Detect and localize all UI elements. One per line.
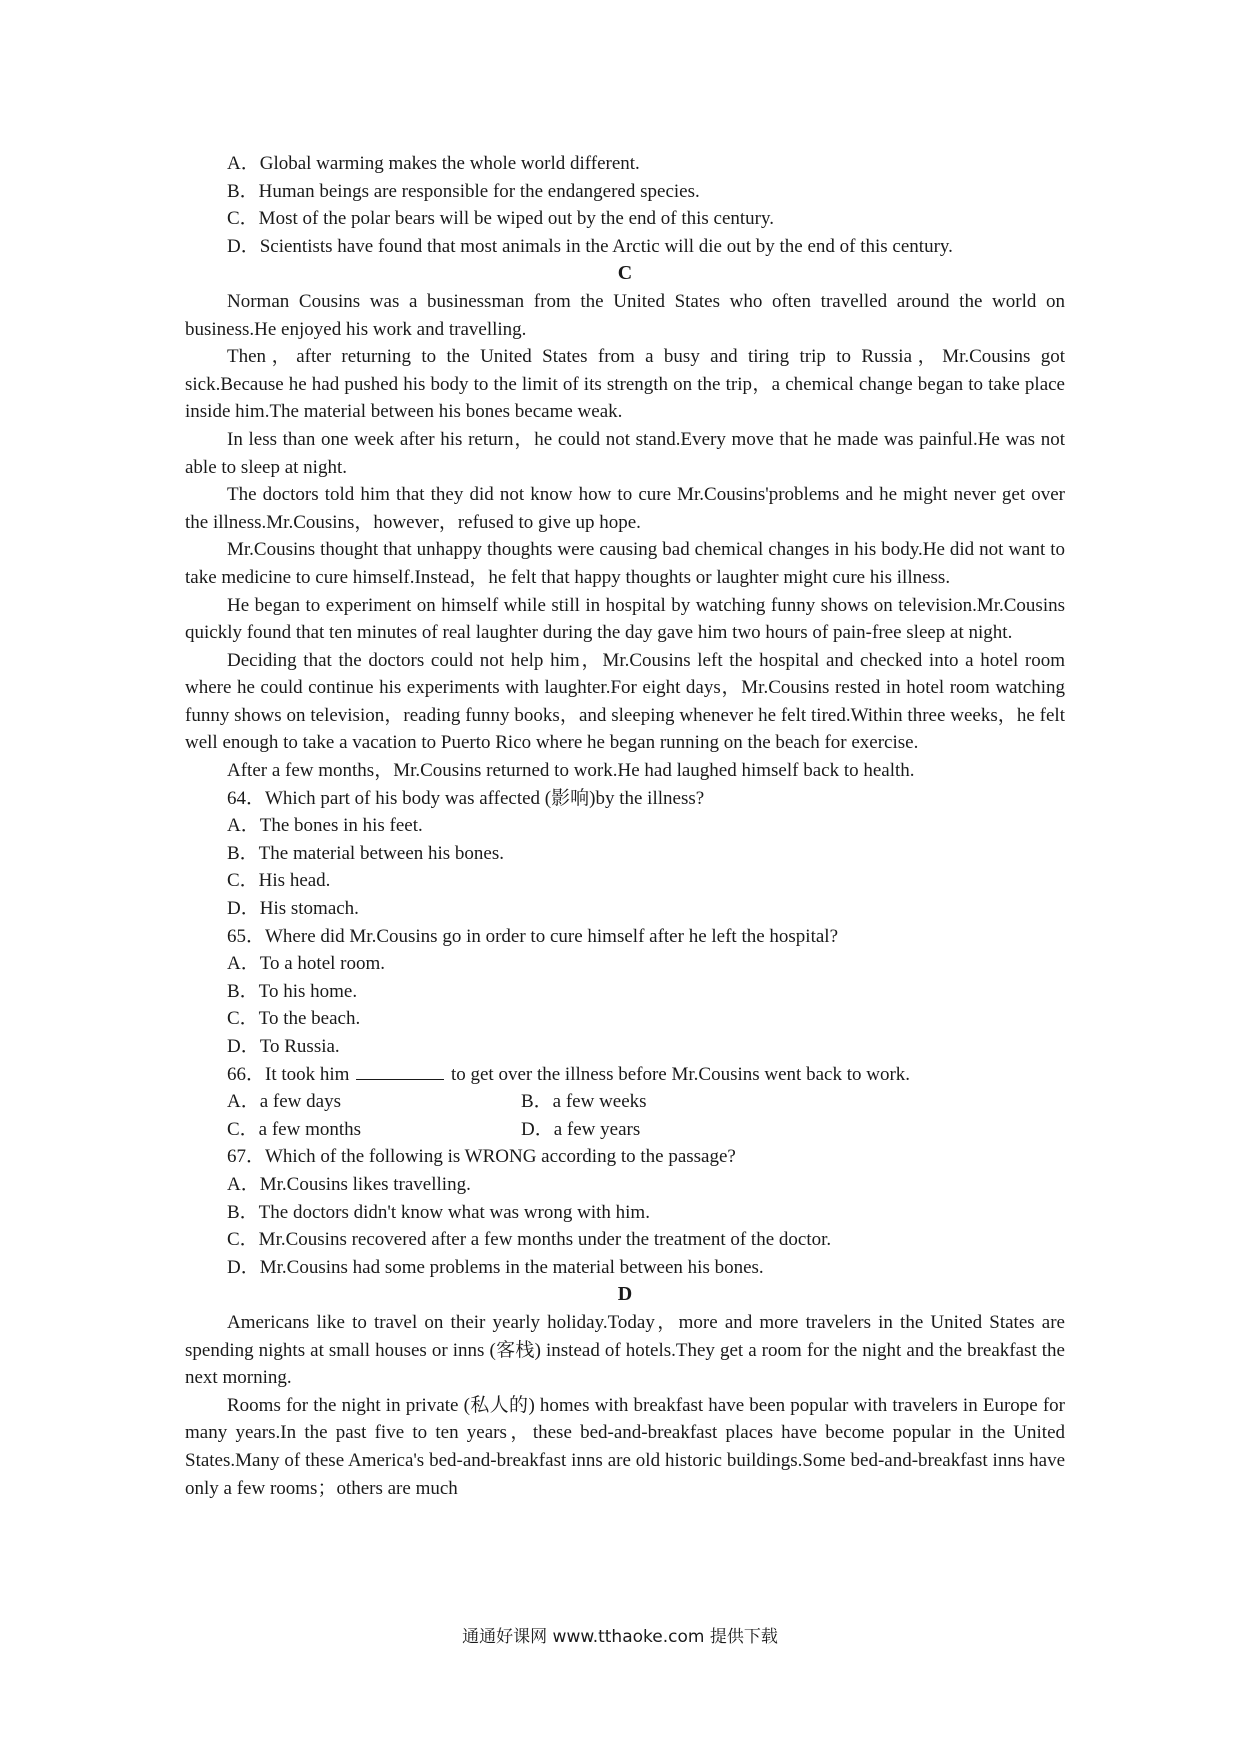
section-c-heading: C	[617, 262, 633, 285]
passage-c-paragraph-4: The doctors told him that they did not know how to cure Mr.Cousins'problems and he might never get over the illness.Mr.Cousins，however，refused to give up hope.	[185, 484, 1065, 533]
q66-option-d: D．a few years	[521, 1118, 641, 1140]
question-67: 67．Which of the following is WRONG according to the passage?	[227, 1146, 736, 1168]
answer-blank	[356, 1061, 444, 1080]
q66-option-b: B．a few weeks	[521, 1091, 647, 1113]
passage-c-paragraph-2: Then，after returning to the United States from a busy and tiring trip to Russia，Mr.Cousins got sick.Because he had pushed his body to the limit of its strength on the trip，a chemical change began to take place inside him.The material between his bones became weak.	[185, 346, 1065, 423]
q64-option-b: B．The material between his bones.	[227, 842, 505, 864]
prev-option-b: B．Human beings are responsible for the endangered species.	[227, 180, 700, 202]
question-65: 65．Where did Mr.Cousins go in order to cure himself after he left the hospital?	[227, 925, 839, 947]
q64-option-d: D．His stomach.	[227, 898, 359, 920]
q65-option-c: C．To the beach.	[227, 1008, 361, 1030]
q64-option-c: C．His head.	[227, 870, 331, 892]
prev-option-d: D．Scientists have found that most animals in the Arctic will die out by the end of this century.	[227, 235, 953, 257]
q65-option-a: A．To a hotel room.	[227, 953, 386, 975]
q66-text-after: to get over the illness before Mr.Cousins went back to work.	[450, 1063, 911, 1085]
document-page	[185, 150, 1065, 1502]
passage-c-paragraph-6: He began to experiment on himself while still in hospital by watching funny shows on television.Mr.Cousins quickly found that ten minutes of real laughter during the day gave him two hours of pain-free sleep at night.	[185, 594, 1065, 644]
q65-option-d: D．To Russia.	[227, 1036, 340, 1057]
page-footer: 通通好课网 www.tthaoke.com 提供下载	[462, 1627, 778, 1647]
prev-option-a: A．Global warming makes the whole world different.	[227, 153, 640, 174]
q67-option-d: D．Mr.Cousins had some problems in the material between his bones.	[227, 1256, 764, 1278]
passage-d-paragraph-2: Rooms for the night in private (私人的) homes with breakfast have been popular with travelers in Europe for many years.In the past five to ten years，these bed-and-breakfast places have become popular in the United States.Many of these America's bed-and-breakfast inns are old historic buildings.Some bed-and-breakfast inns have only a few rooms；others are much	[185, 1394, 1065, 1499]
passage-c-paragraph-5: Mr.Cousins thought that unhappy thoughts were causing bad chemical changes in his body.He did not want to take medicine to cure himself.Instead，he felt that happy thoughts or laughter might cure his illness.	[185, 539, 1065, 588]
question-66	[185, 1061, 1065, 1089]
passage-d-paragraph-1: Americans like to travel on their yearly holiday.Today，more and more travelers in the United States are spending nights at small houses or inns (客栈) instead of hotels.They get a room for the night and the breakfast the next morning.	[185, 1311, 1065, 1389]
prev-option-c: C．Most of the polar bears will be wiped out by the end of this century.	[227, 208, 775, 230]
passage-c-paragraph-1: Norman Cousins was a businessman from the United States who often travelled around the world on business.He enjoyed his work and travelling.	[185, 290, 1065, 340]
passage-c-paragraph-7: Deciding that the doctors could not help him，Mr.Cousins left the hospital and checked into a hotel room where he could continue his experiments with laughter.For eight days，Mr.Cousins rested in hotel room watching funny shows on television，reading funny books，and sleeping whenever he felt tired.Within three weeks，he felt well enough to take a vacation to Puerto Rico where he began running on the beach for exercise.	[185, 649, 1065, 754]
question-64: 64．Which part of his body was affected (影响)by the illness?	[227, 787, 705, 809]
q67-option-c: C．Mr.Cousins recovered after a few months under the treatment of the doctor.	[227, 1229, 832, 1251]
passage-c-paragraph-8: After a few months，Mr.Cousins returned to work.He had laughed himself back to health.	[227, 760, 915, 782]
q65-option-b: B．To his home.	[227, 980, 358, 1002]
q67-option-a: A．Mr.Cousins likes travelling.	[227, 1173, 471, 1195]
passage-c-paragraph-3: In less than one week after his return，he could not stand.Every move that he made was painful.He was not able to sleep at night.	[185, 428, 1065, 478]
q66-text-before: 66．It took him	[227, 1063, 350, 1085]
q67-option-b: B．The doctors didn't know what was wrong with him.	[227, 1201, 650, 1223]
q66-option-a: A．a few days	[227, 1091, 341, 1113]
q66-options-row-2	[185, 1116, 1065, 1144]
q66-options-row-1	[185, 1088, 1065, 1116]
section-d-heading: D	[617, 1283, 633, 1306]
q66-option-c: C．a few months	[227, 1118, 362, 1140]
q64-option-a: A．The bones in his feet.	[227, 815, 423, 837]
